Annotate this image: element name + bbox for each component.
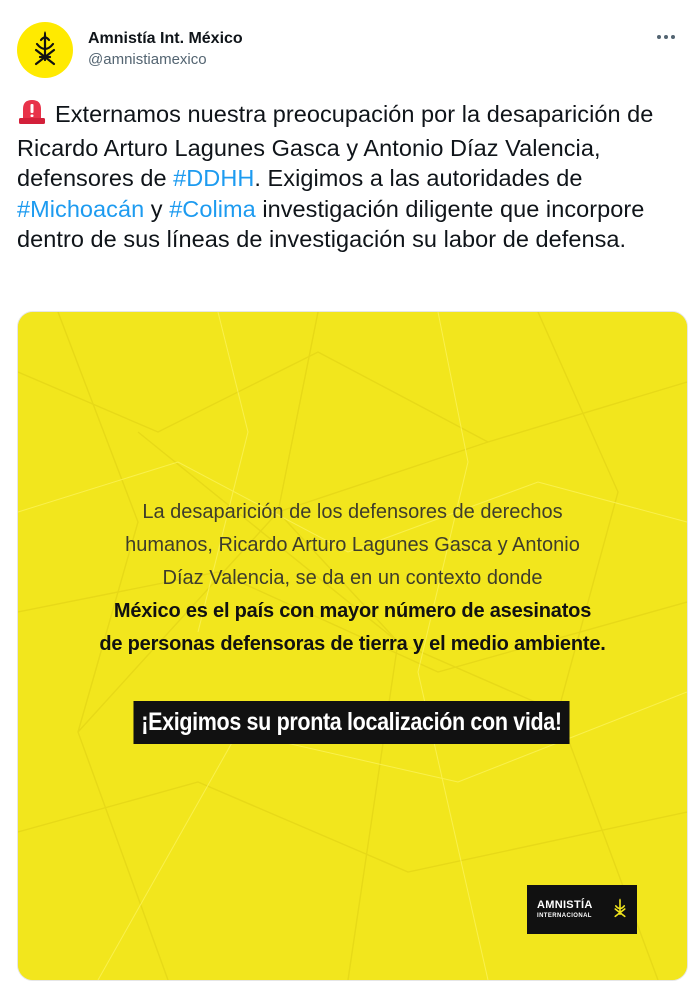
tweet-text [17,97,687,255]
media-image[interactable] [17,311,688,981]
card-statement [18,496,687,661]
tweet-text-part: Externamos nuestra preocupación por la desaparición de Ricardo Arturo Lagunes Gasca y Antonio Díaz Valencia, defensores de [17,101,654,191]
card-text-line: La desaparición de los defensores de derechos [142,501,563,523]
logo-subtitle: INTERNACIONAL [537,913,592,919]
amnesty-candle-icon [28,30,62,70]
tweet-text-part: y [144,195,170,222]
more-button[interactable] [651,26,681,48]
police-siren-icon [17,97,47,133]
author-names [88,29,243,70]
card-bold-line: de personas defensoras de tierra y el medio ambiente. [99,633,606,655]
tweet-text-part: investigación diligente que incorpore dentro de sus líneas de investigación su labor de defensa. [17,195,645,252]
card-text-line: humanos, Ricardo Arturo Lagunes Gasca y Antonio [125,534,580,556]
tweet-header [17,22,683,78]
hashtag-ddhh[interactable]: #DDHH [173,165,255,191]
display-name[interactable]: Amnistía Int. México [88,30,243,47]
card-text-line: Díaz Valencia, se da en un contexto donde [162,567,543,589]
handle[interactable]: @amnistiamexico [88,51,207,68]
card-bold-line: México es el país con mayor número de asesinatos [113,600,592,622]
tweet-text-part: . Exigimos a las autoridades de [254,165,583,191]
hashtag-colima[interactable]: #Colima [169,195,256,222]
more-horizontal-icon [657,35,661,39]
amnesty-candle-icon [611,894,629,924]
avatar[interactable] [17,22,73,78]
logo-name: AMNISTÍA [537,899,593,911]
demand-banner: ¡Exigimos su pronta localización con vida! [133,701,569,744]
hashtag-michoacan[interactable]: #Michoacán [17,195,145,222]
amnesty-logo [527,885,637,934]
